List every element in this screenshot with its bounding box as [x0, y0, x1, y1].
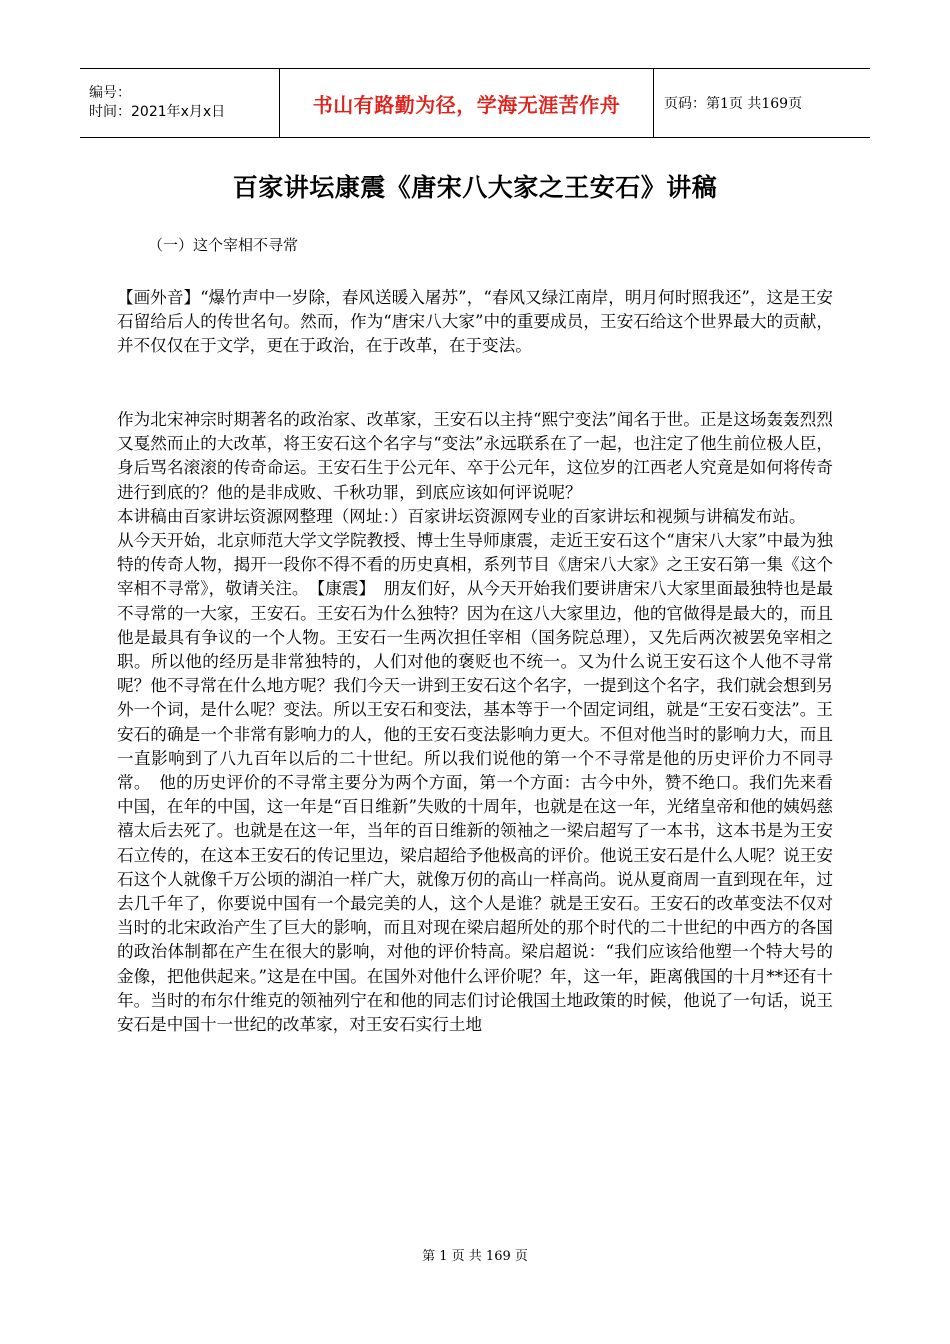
document-header [80, 68, 870, 138]
paragraph: 本讲稿由百家讲坛资源网整理（网址：）百家讲坛资源网专业的百家讲坛和视频与讲稿发布站。 [117, 506, 806, 526]
code-label: 编号： [89, 85, 131, 101]
date-label: 时间：2021年x月x日 [89, 104, 226, 120]
page-footer: 第 1 页 共 169 页 [422, 1249, 528, 1264]
paragraph: 从今天开始，北京师范大学文学院教授、博士生导师康震，走近王安石这个“唐宋八大家”中最为独特的传奇人物，揭开一段你不得不看的历史真相，系列节目《唐宋八大家》之王安石第一集《这个宰相不寻常》，敬请关注。 【康震】 朋友们好，从今天开始我们要讲唐宋八大家里面最独特也是最不寻常的一大家，王安石。王安石为什么独特？因为在这八大家里边，他的官做得是最大的，而且他是最具有争议的一个人物。王安石一生两次担任宰相（国务院总理），又先后两次被罢免宰相之职。所以他的经历是非常独特的，人们对他的褒贬也不统一。又为什么说王安石这个人他不寻常呢？他不寻常在什么地方呢？我们今天一讲到王安石这个名字，一提到这个名字，我们就会想到另外一个词，是什么呢？变法。所以王安石和变法，基本等于一个固定词组，就是“王安石变法”。王安石的确是一个非常有影响力的人，他的王安石变法影响力更大。不但对他当时的影响力大，而且一直影响到了八九百年以后的二十世纪。所以我们说他的第一个不寻常是他的历史评价力不同寻常。 他的历史评价的不寻常主要分为两个方面，第一个方面：古今中外，赞不绝口。我们先来看中国，在年的中国，这一年是“百日维新”失败的十周年，也就是在这一年，光绪皇帝和他的姨妈慈禧太后去死了。也就是在这一年，当年的百日维新的领袖之一梁启超写了一本书，这本书是为王安石立传的，在这本王安石的传记里边，梁启超给予他极高的评价。他说王安石是什么人呢？说王安石这个人就像千万公顷的湖泊一样广大，就像万仞的高山一样高尚。说从夏商周一直到现在年，过去几千年了，你要说中国有一个最完美的人，这个人是谁？就是王安石。王安石的改革变法不仅对当时的北宋政治产生了巨大的影响，而且对现在梁启超所处的那个时代的二十世纪的中西方的各国的政治体制都在产生在很大的影响，对他的评价特高。梁启超说：“我们应该给他塑一个特大号的金像，把他供起来。”这是在中国。在国外对他什么评价呢？年，这一年，距离俄国的十月**还有十年。当时的布尔什维克的领袖列宁在和他的同志们讨论俄国土地政策的时候，他说了一句话，说王安石是中国十一世纪的改革家，对王安石实行土地 [117, 531, 833, 1035]
paragraph: 【画外音】“爆竹声中一岁除，春风送暖入屠苏”，“春风又绿江南岸，明月何时照我还”，这是王安石留给后人的传世名句。然而，作为“唐宋八大家”中的重要成员，王安石给这个世界最大的贡献，并不仅仅在于文学，更在于政治，在于改革，在于变法。 [117, 288, 833, 356]
intro-block [117, 286, 833, 359]
section-heading: （一）这个宰相不寻常 [148, 236, 299, 254]
header-meta [80, 69, 279, 137]
main-text-block [117, 408, 833, 1037]
header-page-info: 页码：第1页 共169页 [664, 96, 803, 112]
header-motto: 书山有路勤为径，学海无涯苦作舟 [279, 69, 654, 137]
document-title: 百家讲坛康震《唐宋八大家之王安石》讲稿 [232, 173, 718, 202]
paragraph: 作为北宋神宗时期著名的政治家、改革家，王安石以主持“熙宁变法”闻名于世。正是这场轰轰烈烈又戛然而止的大改革，将王安石这个名字与“变法”永远联系在了一起，也注定了他生前位极人臣，身后骂名滚滚的传奇命运。王安石生于公元年、卒于公元年，这位岁的江西老人究竟是如何将传奇进行到底的？他的是非成败、千秋功罪，到底应该如何评说呢？ [117, 410, 833, 502]
